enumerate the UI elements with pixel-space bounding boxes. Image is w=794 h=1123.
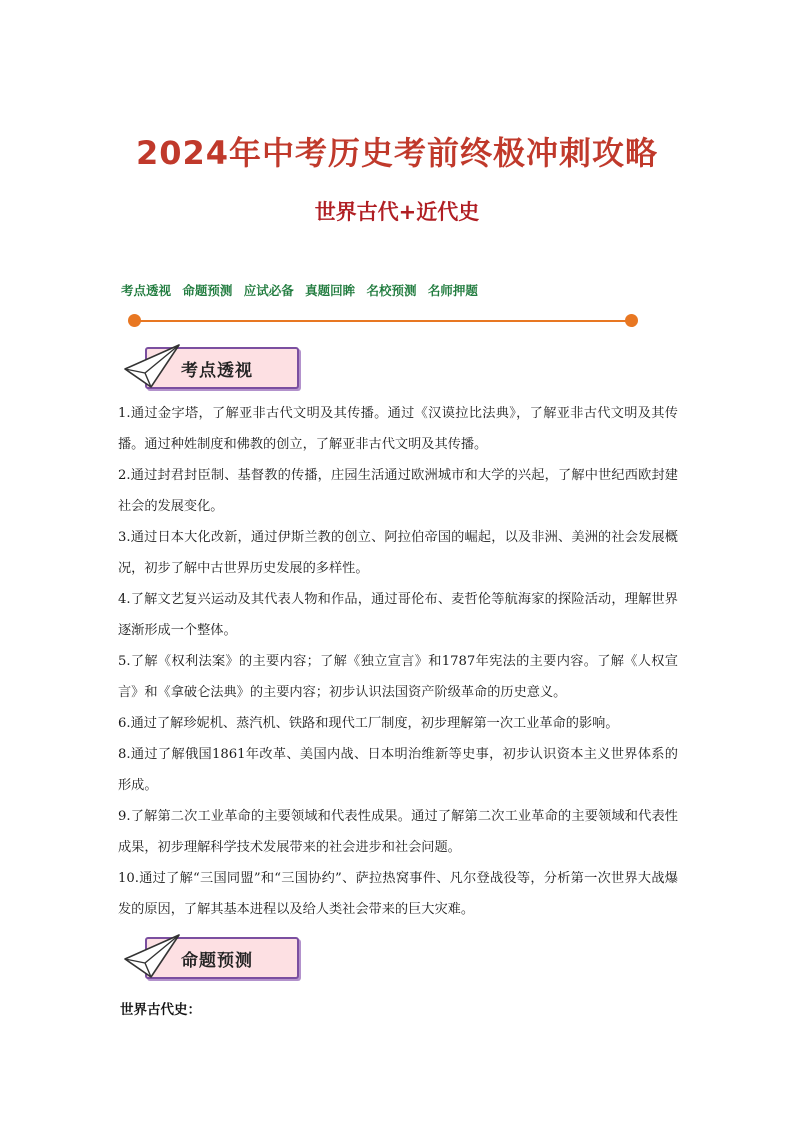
list-item: 9.了解第二次工业革命的主要领域和代表性成果。通过了解第二次工业革命的主要领域和代表性成果，初步理解科学技术发展带来的社会进步和社会问题。 <box>118 809 678 855</box>
list-item: 6.通过了解珍妮机、蒸汽机、铁路和现代工厂制度，初步理解第一次工业革命的影响。 <box>118 716 619 731</box>
nav-item-mingshi[interactable]: 名师押题 <box>427 283 478 298</box>
list-item: 5.了解《权利法案》的主要内容；了解《独立宣言》和1787年宪法的主要内容。了解《人权宣言》和《拿破仑法典》的主要内容；初步认识法国资产阶级革命的历史意义。 <box>118 654 678 700</box>
paper-plane-icon <box>121 933 183 983</box>
section-banner-kaodian <box>121 343 301 393</box>
kaodian-list <box>118 398 678 925</box>
subheading-world-ancient: 世界古代史： <box>120 1002 201 1018</box>
list-item: 3.通过日本大化改新，通过伊斯兰教的创立、阿拉伯帝国的崛起，以及非洲、美洲的社会发展概况，初步了解中古世界历史发展的多样性。 <box>118 530 678 576</box>
divider-dot-left <box>128 314 141 327</box>
section-nav <box>121 281 485 299</box>
banner-label: 命题预测 <box>181 951 253 971</box>
list-item: 2.通过封君封臣制、基督教的传播，庄园生活通过欧洲城市和大学的兴起，了解中世纪西欧封建社会的发展变化。 <box>118 468 678 514</box>
divider-line <box>136 320 630 322</box>
nav-item-mingti[interactable]: 命题预测 <box>182 283 233 298</box>
page-title: 2024年中考历史考前终极冲刺攻略 <box>135 134 659 172</box>
paper-plane-icon <box>121 343 183 393</box>
nav-item-yingshi[interactable]: 应试必备 <box>243 283 294 298</box>
divider-dot-right <box>625 314 638 327</box>
section-banner-mingti <box>121 933 301 983</box>
list-item: 8.通过了解俄国1861年改革、美国内战、日本明治维新等史事，初步认识资本主义世界体系的形成。 <box>118 747 678 793</box>
orange-divider <box>128 313 638 329</box>
page-subtitle: 世界古代+近代史 <box>314 200 480 224</box>
nav-item-kaodian[interactable]: 考点透视 <box>121 283 172 298</box>
list-item: 1.通过金字塔，了解亚非古代文明及其传播。通过《汉谟拉比法典》，了解亚非古代文明及其传播。通过种姓制度和佛教的创立，了解亚非古代文明及其传播。 <box>118 406 678 452</box>
nav-item-zhenti[interactable]: 真题回眸 <box>305 283 356 298</box>
list-item: 4.了解文艺复兴运动及其代表人物和作品，通过哥伦布、麦哲伦等航海家的探险活动，理解世界逐渐形成一个整体。 <box>118 592 678 638</box>
nav-item-mingxiao[interactable]: 名校预测 <box>366 283 417 298</box>
banner-label: 考点透视 <box>181 361 253 381</box>
list-item: 10.通过了解“三国同盟”和“三国协约”、萨拉热窝事件、凡尔登战役等，分析第一次世界大战爆发的原因，了解其基本进程以及给人类社会带来的巨大灾难。 <box>118 871 678 917</box>
